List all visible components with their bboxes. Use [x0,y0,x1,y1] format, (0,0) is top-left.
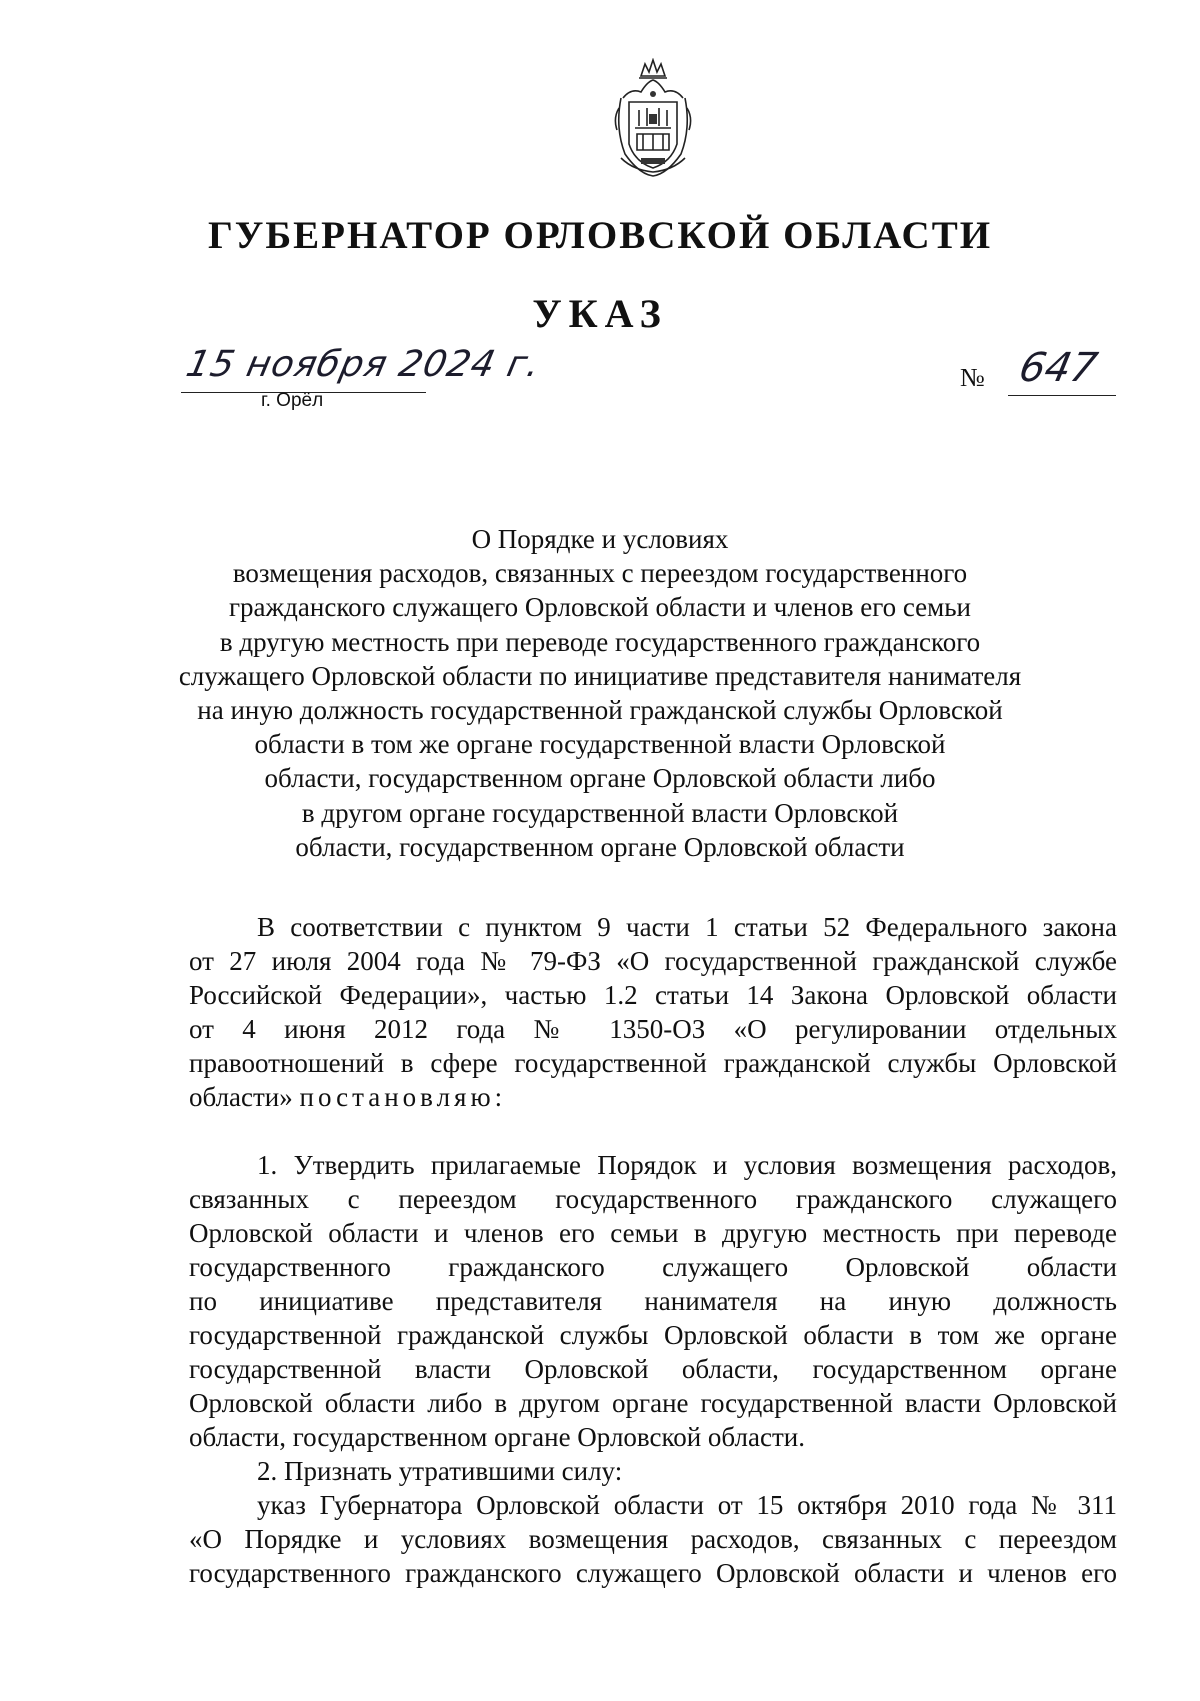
preamble-line: от 27 июля 2004 года № 79-ФЗ «О государственной гражданской службе [189,946,1117,976]
item1-line: государственной гражданской службы Орловской области в том же органе [189,1320,1117,1350]
item1-line: по инициативе представителя нанимателя на иную должность [189,1286,1117,1316]
item1-line: государственной власти Орловской области, государственном органе [189,1354,1117,1384]
preamble-last-line [189,1080,1117,1114]
heading-line: области, государственном органе Орловской области [295,831,905,862]
resolve-word: постановляю: [299,1082,507,1112]
preamble-line: правоотношений в сфере государственной гражданской службы Орловской [189,1048,1117,1078]
handwritten-date: 15 ноября 2024 г. [182,344,545,385]
heading-line: в другом органе государственной власти Орловской [301,797,899,828]
preamble-line: от 4 июня 2012 года № 1350-ОЗ «О регулировании отдельных [189,1014,1117,1044]
item1-line: Орловской области либо в другом органе государственной власти Орловской [189,1388,1117,1418]
item1-line: связанных с переездом государственного гражданского служащего [189,1184,1117,1214]
item1-line: области, государственном органе Орловской области. [189,1422,805,1452]
heading-line: области, государственном органе Орловской области либо [264,763,936,794]
heading-line: гражданского служащего Орловской области и членов его семьи [228,592,972,623]
item2-title: 2. Признать утратившими силу: [257,1456,623,1486]
number-sign: № [960,363,985,392]
item1-line: 1. Утвердить прилагаемые Порядок и условия возмещения расходов, [257,1150,1117,1180]
city-label: г. Орёл [261,390,324,411]
item1-line: государственного гражданского служащего Орловской области [189,1252,1117,1282]
document-heading [150,522,1050,864]
heading-line: области в том же органе государственной власти Орловской [254,729,946,760]
document-type: УКАЗ [532,291,668,336]
date-block [181,340,545,411]
coat-of-arms-emblem [611,58,696,180]
heading-line: возмещения расходов, связанных с переездом государственного [232,558,968,589]
number-underline [1008,395,1116,396]
heading-line: О Порядке и условиях [471,524,729,554]
preamble-line: Российской Федерации», частью 1.2 статьи 14 Закона Орловской области [189,980,1117,1010]
heading-line: на иную должность государственной гражданской службы Орловской [197,695,1003,726]
item1-line: Орловской области и членов его семьи в другую местность при переводе [189,1218,1117,1248]
number-block [960,345,1120,405]
item2-line: государственного гражданского служащего Орловской области и членов его [189,1558,1117,1588]
item2-line: указ Губернатора Орловской области от 15 октября 2010 года № 311 [257,1490,1117,1520]
preamble-last-text: области» [189,1082,293,1112]
heading-line: служащего Орловской области по инициативе представителя нанимателя [178,660,1022,691]
heading-line: в другую местность при переводе государственного гражданского [219,626,981,657]
item2-line: «О Порядке и условиях возмещения расходов, связанных с переездом [189,1524,1117,1554]
handwritten-number: 647 [1015,345,1102,391]
preamble-line: В соответствии с пунктом 9 части 1 статьи 52 Федерального закона [257,912,1117,942]
issuer-title: ГУБЕРНАТОР ОРЛОВСКОЙ ОБЛАСТИ [207,214,993,257]
